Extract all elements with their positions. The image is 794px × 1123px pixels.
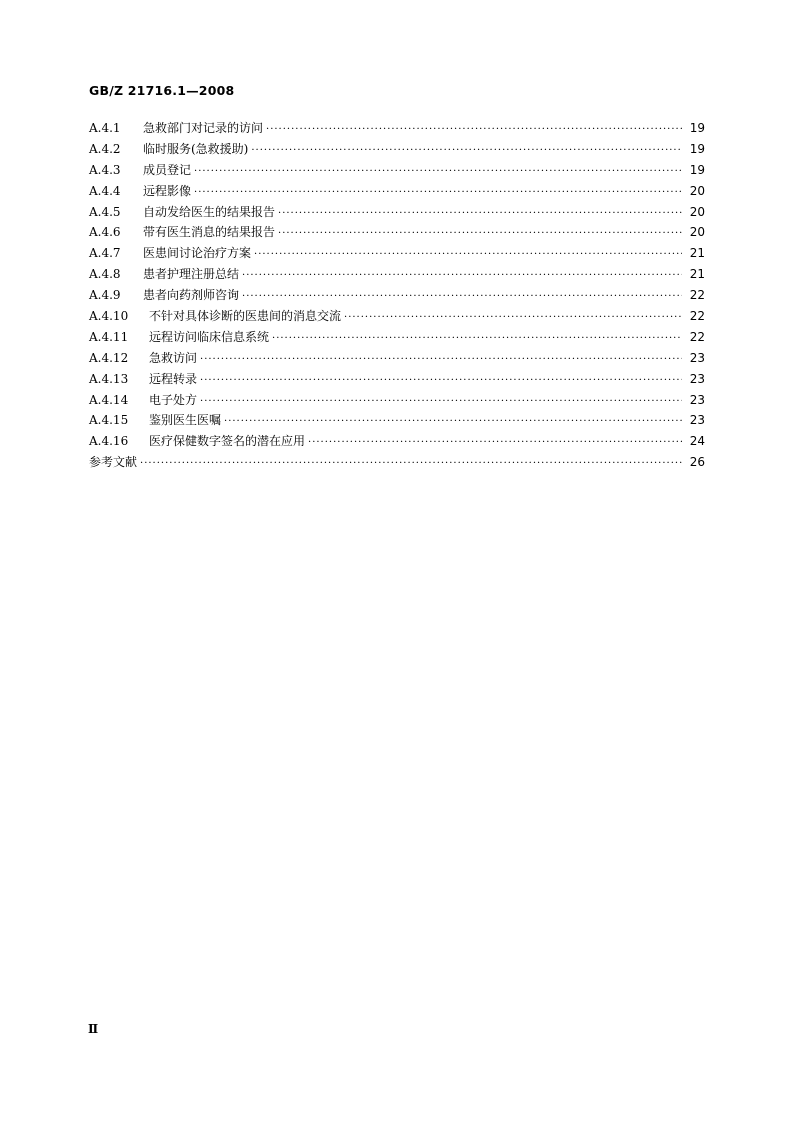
toc-entry-number: A.4.5 — [89, 204, 121, 219]
toc-entry[interactable] — [89, 223, 705, 244]
toc-entry-page: 21 — [689, 246, 705, 261]
toc-dot-leader — [278, 208, 682, 219]
toc-entry-number: A.4.10 — [89, 309, 129, 324]
toc-entry[interactable] — [89, 411, 705, 432]
toc-entry-page: 23 — [689, 350, 705, 365]
page-number-footer: Ⅱ — [88, 1022, 99, 1036]
toc-dot-leader — [308, 437, 682, 448]
toc-dot-leader — [194, 166, 682, 177]
toc-entry-page: 26 — [689, 455, 705, 470]
toc-entry[interactable] — [89, 140, 705, 161]
toc-dot-leader — [251, 145, 682, 156]
toc-dot-leader — [242, 270, 682, 281]
toc-entry-number: A.4.14 — [89, 392, 129, 407]
toc-entry-page: 20 — [689, 204, 705, 219]
toc-entry-page: 20 — [689, 183, 705, 198]
toc-dot-leader — [224, 416, 682, 427]
toc-dot-leader — [194, 187, 682, 198]
toc-dot-leader — [200, 375, 682, 386]
toc-entry-title: 急救访问 — [149, 350, 198, 365]
toc-entry-number: A.4.6 — [89, 225, 121, 240]
toc-entry-page: 20 — [689, 225, 705, 240]
toc-entry[interactable] — [89, 265, 705, 286]
toc-entry-page: 24 — [689, 434, 705, 449]
toc-entry[interactable] — [89, 453, 705, 474]
toc-entry-number: A.4.11 — [89, 329, 129, 344]
toc-entry-title: 医患间讨论治疗方案 — [143, 246, 252, 261]
toc-entry-number: A.4.2 — [89, 141, 121, 156]
toc-entry-title: 远程影像 — [143, 183, 192, 198]
table-of-contents — [89, 119, 705, 474]
toc-entry-number: A.4.1 — [89, 121, 121, 135]
toc-entry[interactable] — [89, 391, 705, 412]
document-id-header: GB/Z 21716.1—2008 — [89, 83, 235, 98]
toc-entry[interactable] — [89, 432, 705, 453]
toc-entry-page: 23 — [689, 392, 705, 407]
toc-entry-page: 19 — [689, 141, 705, 156]
toc-entry-number: A.4.8 — [89, 267, 121, 282]
toc-dot-leader — [140, 458, 682, 469]
toc-entry-page: 22 — [689, 329, 705, 344]
toc-dot-leader — [254, 249, 682, 260]
toc-entry-title: 临时服务(急救援助) — [143, 141, 249, 156]
toc-entry-page: 22 — [689, 288, 705, 303]
toc-entry-title: 患者向药剂师咨询 — [143, 288, 240, 303]
toc-dot-leader — [200, 396, 682, 407]
toc-dot-leader — [278, 228, 682, 239]
toc-entry-title: 患者护理注册总结 — [143, 267, 240, 282]
toc-entry[interactable] — [89, 203, 705, 224]
toc-entry-number: A.4.15 — [89, 413, 129, 428]
toc-dot-leader — [344, 312, 682, 323]
toc-entry[interactable] — [89, 370, 705, 391]
toc-entry[interactable] — [89, 161, 705, 182]
toc-dot-leader — [200, 354, 682, 365]
toc-entry-number: A.4.9 — [89, 288, 121, 303]
toc-entry[interactable] — [89, 349, 705, 370]
toc-entry-title: 远程访问临床信息系统 — [149, 329, 270, 344]
toc-entry-page: 22 — [689, 309, 705, 324]
toc-entry-number: A.4.12 — [89, 350, 129, 365]
toc-entry-title: 医疗保健数字签名的潜在应用 — [149, 434, 306, 449]
toc-entry-number: A.4.3 — [89, 162, 121, 177]
toc-entry-number: A.4.4 — [89, 183, 121, 198]
toc-entry[interactable] — [89, 244, 705, 265]
toc-entry-title: 成员登记 — [143, 162, 192, 177]
toc-entry[interactable] — [89, 328, 705, 349]
toc-dot-leader — [272, 333, 682, 344]
toc-entry-page: 23 — [689, 413, 705, 428]
toc-entry-page: 23 — [689, 371, 705, 386]
toc-entry-title: 参考文献 — [89, 455, 138, 470]
toc-entry-number: A.4.16 — [89, 434, 129, 449]
toc-entry-page: 19 — [689, 162, 705, 177]
toc-entry-page: 19 — [689, 121, 705, 135]
toc-entry-title: 电子处方 — [149, 392, 198, 407]
toc-entry-number: A.4.7 — [89, 246, 121, 261]
toc-entry-title: 不针对具体诊断的医患间的消息交流 — [149, 309, 342, 324]
toc-entry-title: 急救部门对记录的访问 — [143, 121, 264, 135]
toc-entry-page: 21 — [689, 267, 705, 282]
toc-entry-title: 带有医生消息的结果报告 — [143, 225, 276, 240]
toc-entry-title: 远程转录 — [149, 371, 198, 386]
toc-entry-number: A.4.13 — [89, 371, 129, 386]
toc-dot-leader — [242, 291, 682, 302]
toc-entry[interactable] — [89, 286, 705, 307]
toc-dot-leader — [266, 124, 682, 135]
toc-entry-title: 自动发给医生的结果报告 — [143, 204, 276, 219]
toc-entry[interactable] — [89, 182, 705, 203]
toc-entry[interactable] — [89, 119, 705, 140]
toc-entry[interactable] — [89, 307, 705, 328]
toc-entry-title: 鉴别医生医嘱 — [149, 413, 222, 428]
